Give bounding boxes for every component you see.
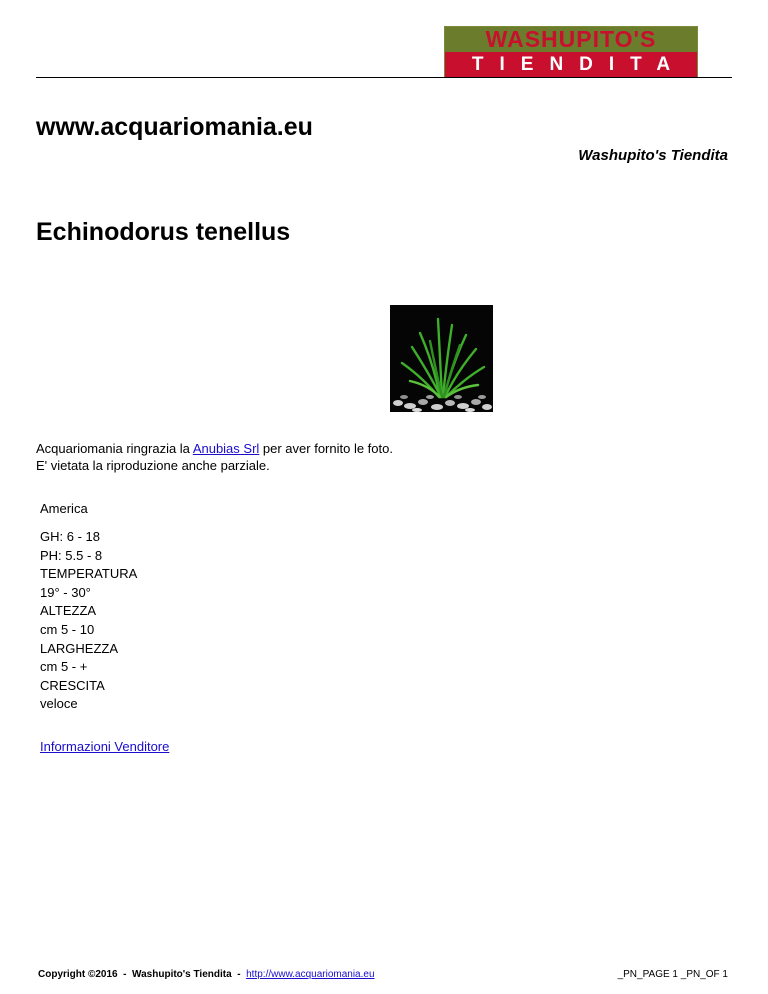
product-title: Echinodorus tenellus: [36, 218, 291, 246]
footer-copyright-text: Copyright ©2016 - Washupito's Tiendita -: [38, 969, 247, 980]
spec-gh: GH: 6 - 18: [40, 529, 100, 544]
origin-region: America: [40, 501, 88, 516]
header-divider: [36, 77, 732, 78]
product-photo: [390, 305, 493, 412]
spec-growth-value: veloce: [40, 696, 78, 712]
store-tagline: Washupito's Tiendita: [578, 147, 728, 164]
spec-growth-label: CRESCITA: [40, 677, 105, 693]
credit-text-after: per aver fornito le foto.: [259, 441, 393, 456]
anubias-link[interactable]: Anubias Srl: [192, 441, 260, 456]
logo-bottom-text: TIENDITA: [445, 52, 697, 77]
credit-text-before: Acquariomania ringrazia la: [36, 441, 193, 456]
spec-temperature-label: TEMPERATURA: [40, 566, 138, 582]
plant-image: [390, 305, 493, 412]
copyright-notice: E' vietata la riproduzione anche parziale.: [36, 458, 270, 473]
site-title: www.acquariomania.eu: [36, 113, 313, 141]
spec-width-label: LARGHEZZA: [40, 640, 119, 656]
washupitos-logo: [444, 26, 698, 78]
footer-copyright: [38, 969, 375, 980]
spec-width-value: cm 5 - +: [40, 659, 88, 675]
logo-top-text: WASHUPITO'S: [445, 27, 697, 52]
plant-specs: [40, 528, 137, 714]
footer-page-number: _PN_PAGE 1 _PN_OF 1: [617, 969, 728, 980]
footer-site-link[interactable]: http://www.acquariomania.eu: [246, 969, 375, 980]
spec-temperature-value: 19° - 30°: [40, 584, 91, 600]
vendor-info-link[interactable]: Informazioni Venditore: [40, 739, 170, 754]
spec-height-label: ALTEZZA: [40, 603, 97, 619]
spec-ph: PH: 5.5 - 8: [40, 547, 103, 563]
photo-credit: [36, 440, 393, 474]
spec-height-value: cm 5 - 10: [40, 621, 95, 637]
